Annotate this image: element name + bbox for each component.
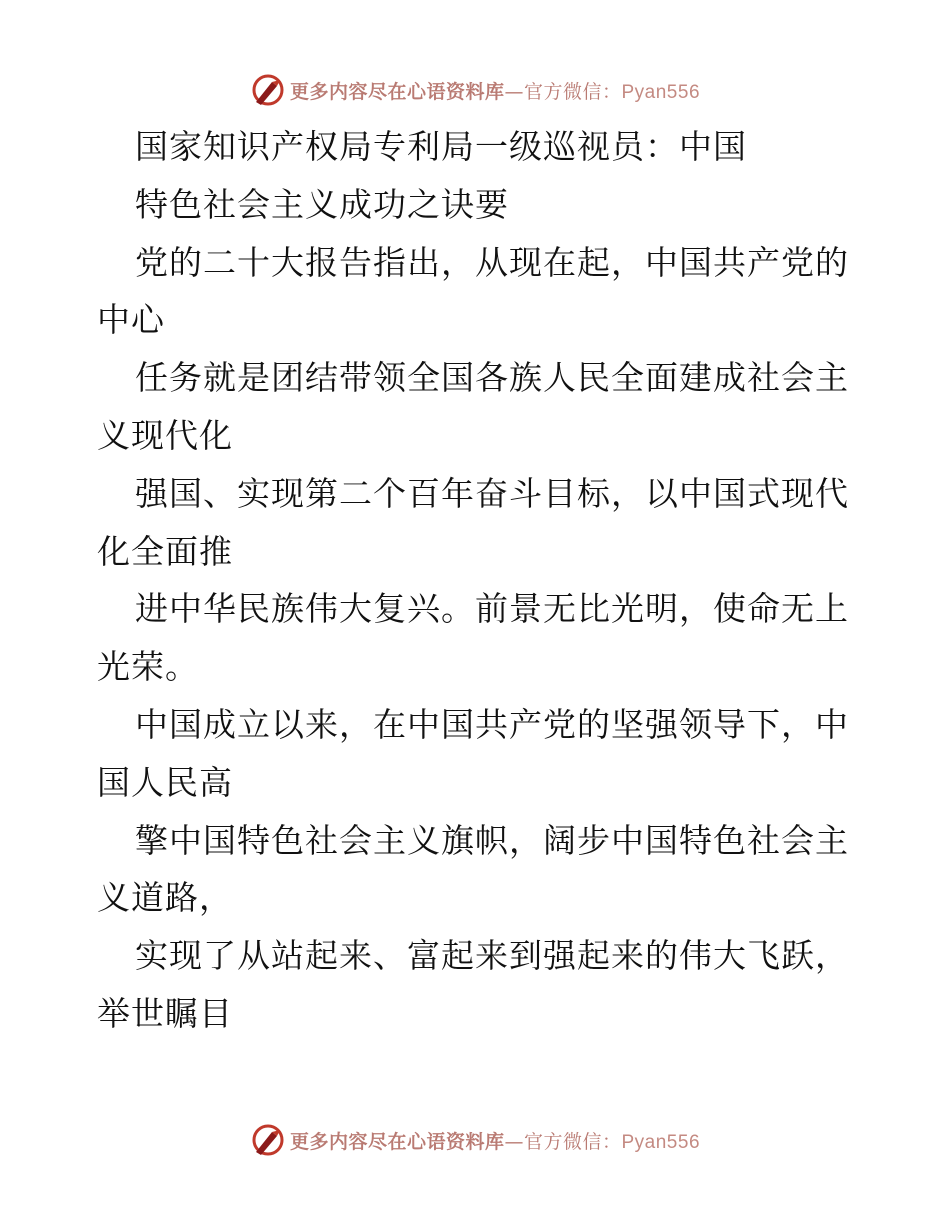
banner-label xyxy=(290,1127,700,1154)
pen-circle-logo-icon xyxy=(250,1122,286,1158)
document-body xyxy=(97,118,857,1043)
text-line: 国人民高 xyxy=(97,762,233,802)
text-line: 义现代化 xyxy=(97,415,233,455)
text-line: 化全面推 xyxy=(97,531,233,571)
banner-label xyxy=(290,77,700,104)
text-line: 特色社会主义成功之诀要 xyxy=(135,184,509,224)
banner-separator: — xyxy=(504,80,524,103)
banner-title: 更多内容尽在心语资料库 xyxy=(289,1130,505,1153)
text-line: 进中华民族伟大复兴。前景无比光明，使命无上 xyxy=(135,589,849,629)
banner-separator: — xyxy=(504,1130,524,1153)
text-line: 义道路， xyxy=(97,878,233,918)
banner-contact-label: 官方微信： xyxy=(523,1130,622,1153)
text-line: 国家知识产权局专利局一级巡视员：中国 xyxy=(135,127,747,166)
banner-contact-label: 官方微信： xyxy=(523,80,622,103)
footer-banner xyxy=(0,1120,950,1160)
text-line: 光荣。 xyxy=(97,647,199,687)
text-line: 中心 xyxy=(97,300,165,340)
text-line: 实现了从站起来、富起来到强起来的伟大飞跃， xyxy=(135,936,849,976)
pen-circle-logo-icon xyxy=(250,72,286,108)
banner-title: 更多内容尽在心语资料库 xyxy=(289,80,505,103)
banner-contact-id: Pyan556 xyxy=(621,1131,701,1153)
text-line: 中国成立以来，在中国共产党的坚强领导下，中 xyxy=(135,704,849,744)
text-line: 擎中国特色社会主义旗帜，阔步中国特色社会主 xyxy=(135,820,849,860)
header-banner xyxy=(0,70,950,110)
text-line: 强国、实现第二个百年奋斗目标，以中国式现代 xyxy=(135,473,849,513)
text-line: 举世瞩目 xyxy=(97,993,233,1033)
banner-contact-id: Pyan556 xyxy=(621,81,701,103)
text-line: 党的二十大报告指出，从现在起，中国共产党的 xyxy=(135,242,849,282)
text-line: 任务就是团结带领全国各族人民全面建成社会主 xyxy=(135,358,849,398)
